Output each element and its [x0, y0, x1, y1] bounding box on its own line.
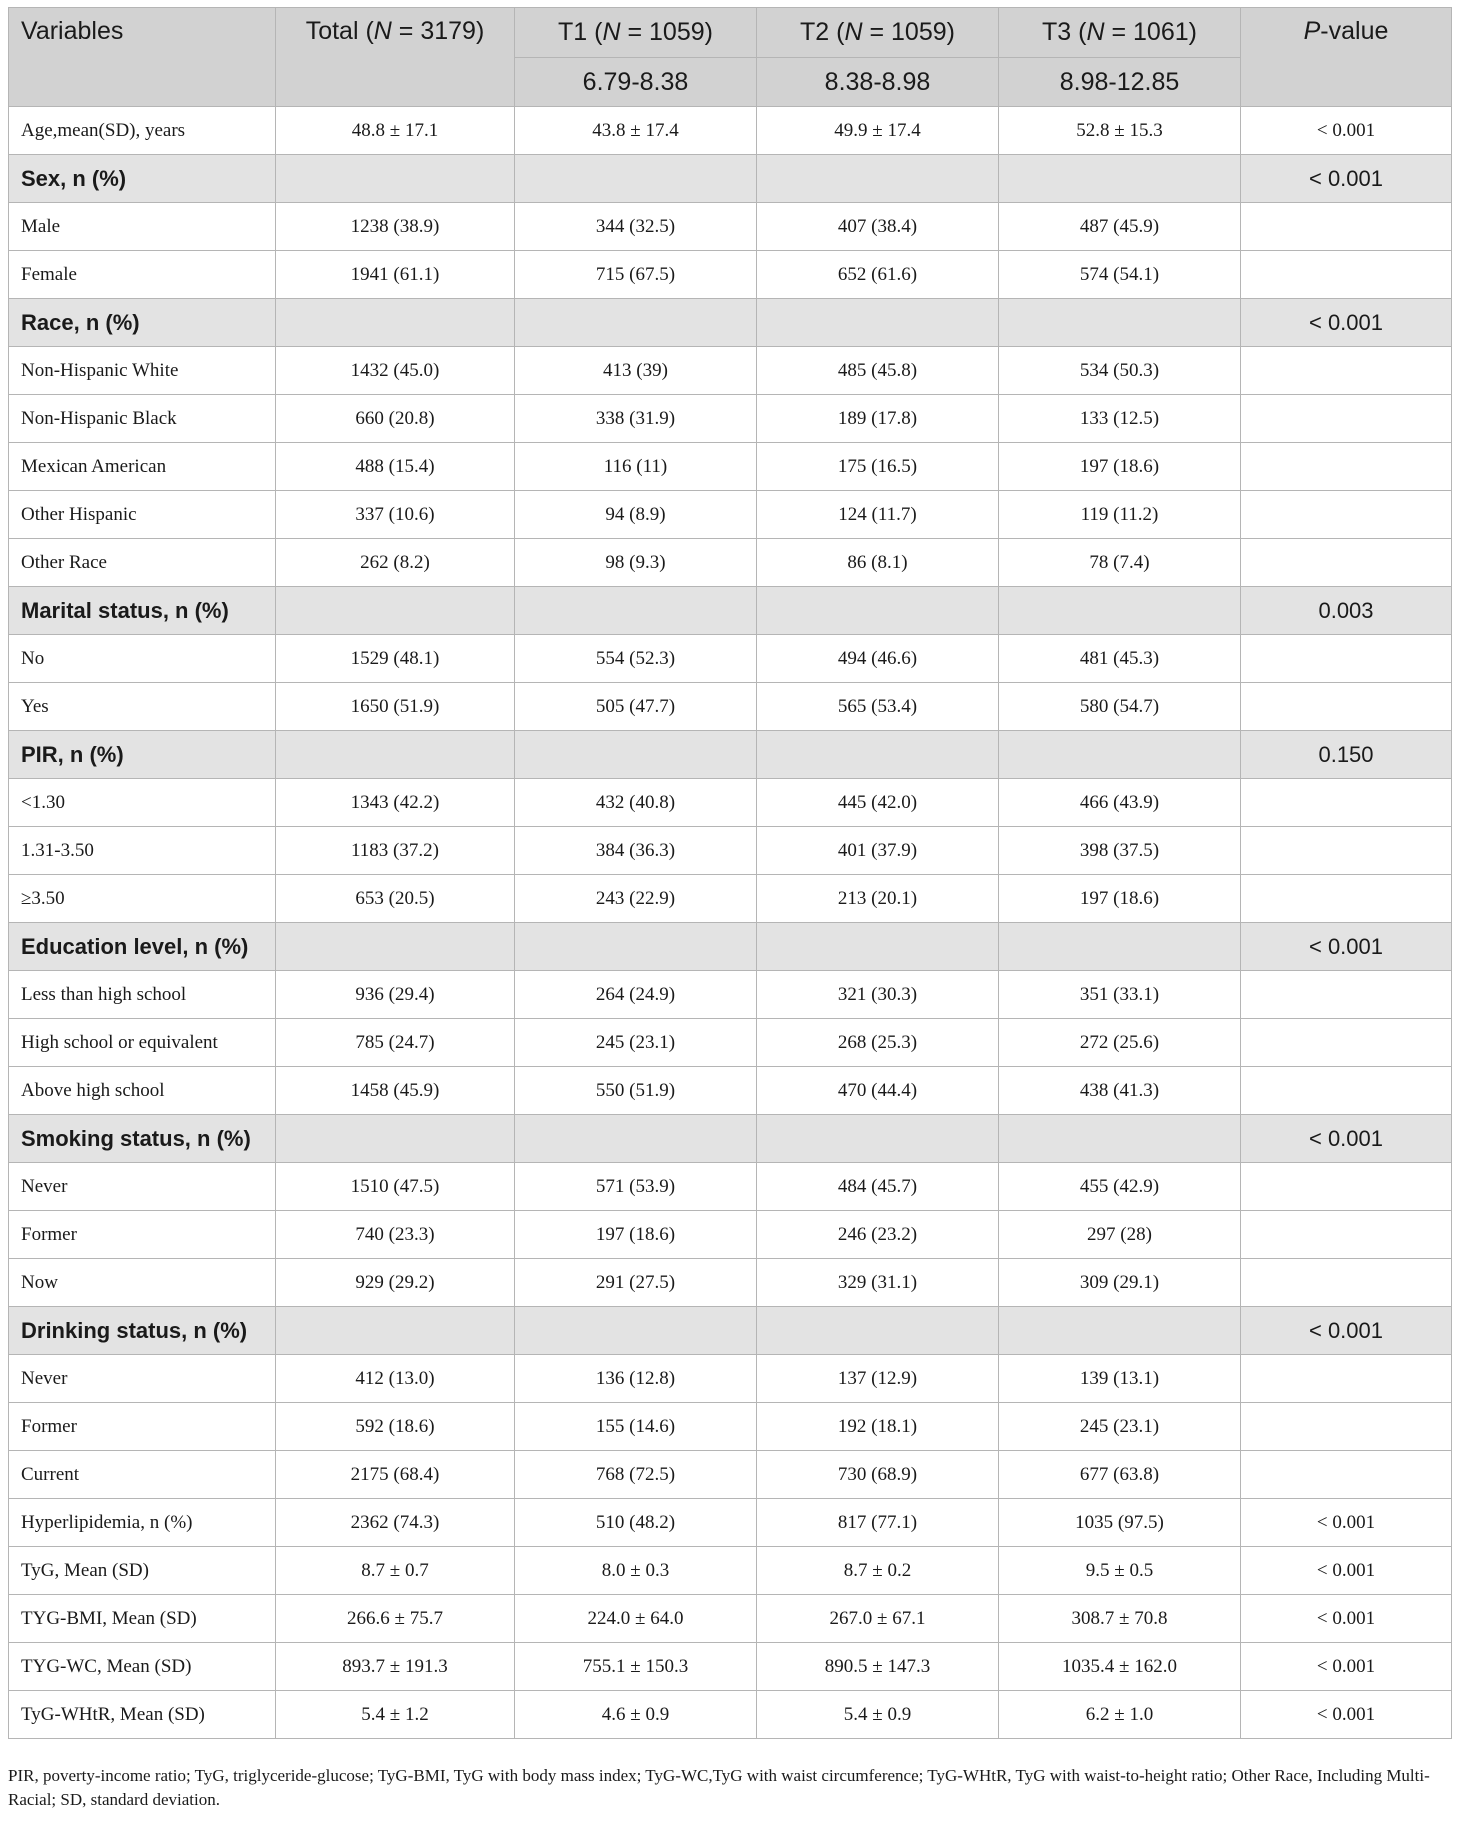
cell-p: 0.150	[1241, 731, 1452, 779]
cell-t1: 245 (23.1)	[515, 1019, 757, 1067]
cell-t3	[999, 1307, 1241, 1355]
cell-t2: 192 (18.1)	[757, 1403, 999, 1451]
table-row	[9, 971, 1452, 1019]
cell-total	[276, 1307, 515, 1355]
header-t1: T1 (N = 1059)	[515, 8, 757, 58]
cell-total: 785 (24.7)	[276, 1019, 515, 1067]
cell-total: 893.7 ± 191.3	[276, 1643, 515, 1691]
table-row	[9, 107, 1452, 155]
table-row	[9, 875, 1452, 923]
cell-t1: 197 (18.6)	[515, 1211, 757, 1259]
cell-t1	[515, 1115, 757, 1163]
row-label: Race, n (%)	[9, 299, 276, 347]
table-row	[9, 635, 1452, 683]
row-label: Education level, n (%)	[9, 923, 276, 971]
row-label: No	[9, 635, 276, 683]
cell-total: 936 (29.4)	[276, 971, 515, 1019]
cell-total	[276, 731, 515, 779]
cell-t3: 272 (25.6)	[999, 1019, 1241, 1067]
cell-total	[276, 923, 515, 971]
cell-t3	[999, 299, 1241, 347]
table-row	[9, 1259, 1452, 1307]
cell-t3: 351 (33.1)	[999, 971, 1241, 1019]
header-t1-range: 6.79-8.38	[515, 58, 757, 107]
table-row	[9, 347, 1452, 395]
row-label: Male	[9, 203, 276, 251]
cell-total: 488 (15.4)	[276, 443, 515, 491]
header-total: Total (N = 3179)	[276, 8, 515, 107]
cell-t2	[757, 155, 999, 203]
cell-t3: 534 (50.3)	[999, 347, 1241, 395]
cell-t3: 78 (7.4)	[999, 539, 1241, 587]
cell-total	[276, 155, 515, 203]
cell-p	[1241, 1355, 1452, 1403]
row-label: Former	[9, 1403, 276, 1451]
cell-t2	[757, 923, 999, 971]
table-row	[9, 1355, 1452, 1403]
cell-t1	[515, 587, 757, 635]
cell-t1: 98 (9.3)	[515, 539, 757, 587]
table-row	[9, 779, 1452, 827]
cell-total: 8.7 ± 0.7	[276, 1547, 515, 1595]
row-label: Marital status, n (%)	[9, 587, 276, 635]
cell-t3: 481 (45.3)	[999, 635, 1241, 683]
cell-total: 1458 (45.9)	[276, 1067, 515, 1115]
cell-total: 1343 (42.2)	[276, 779, 515, 827]
row-label: 1.31-3.50	[9, 827, 276, 875]
cell-t1: 505 (47.7)	[515, 683, 757, 731]
header-pvalue: P-value	[1241, 8, 1452, 107]
row-label: Other Hispanic	[9, 491, 276, 539]
cell-t2: 565 (53.4)	[757, 683, 999, 731]
cell-total: 653 (20.5)	[276, 875, 515, 923]
cell-t2: 189 (17.8)	[757, 395, 999, 443]
cell-t3: 438 (41.3)	[999, 1067, 1241, 1115]
row-label: Non-Hispanic Black	[9, 395, 276, 443]
cell-t1: 413 (39)	[515, 347, 757, 395]
cell-t1: 344 (32.5)	[515, 203, 757, 251]
row-label: Non-Hispanic White	[9, 347, 276, 395]
cell-t1: 554 (52.3)	[515, 635, 757, 683]
cell-t3: 580 (54.7)	[999, 683, 1241, 731]
cell-total: 1238 (38.9)	[276, 203, 515, 251]
row-label: Smoking status, n (%)	[9, 1115, 276, 1163]
cell-t3: 197 (18.6)	[999, 875, 1241, 923]
header-variables: Variables	[9, 8, 276, 107]
table-row	[9, 539, 1452, 587]
row-label: Hyperlipidemia, n (%)	[9, 1499, 276, 1547]
cell-t3: 297 (28)	[999, 1211, 1241, 1259]
cell-t3: 398 (37.5)	[999, 827, 1241, 875]
section-row	[9, 923, 1452, 971]
cell-t1: 116 (11)	[515, 443, 757, 491]
cell-p	[1241, 347, 1452, 395]
cell-p: < 0.001	[1241, 107, 1452, 155]
cell-total: 1650 (51.9)	[276, 683, 515, 731]
cell-t2: 890.5 ± 147.3	[757, 1643, 999, 1691]
cell-total: 592 (18.6)	[276, 1403, 515, 1451]
cell-p	[1241, 1451, 1452, 1499]
table-row	[9, 1163, 1452, 1211]
cell-p: < 0.001	[1241, 1691, 1452, 1739]
row-label: Age,mean(SD), years	[9, 107, 276, 155]
cell-total: 266.6 ± 75.7	[276, 1595, 515, 1643]
cell-p	[1241, 251, 1452, 299]
table-row	[9, 1547, 1452, 1595]
row-label: TyG, Mean (SD)	[9, 1547, 276, 1595]
cell-t2: 268 (25.3)	[757, 1019, 999, 1067]
table-row	[9, 1067, 1452, 1115]
cell-t2: 494 (46.6)	[757, 635, 999, 683]
cell-t2	[757, 1307, 999, 1355]
cell-p	[1241, 635, 1452, 683]
cell-total: 5.4 ± 1.2	[276, 1691, 515, 1739]
cell-t2: 137 (12.9)	[757, 1355, 999, 1403]
table-footnote: PIR, poverty-income ratio; TyG, triglyceride-glucose; TyG-BMI, TyG with body mass index; TyG-WC,TyG with waist circumference; TyG-WHtR, TyG with waist-to-height ratio; Other Race, Including Multi-Racial; SD, standard deviation.	[8, 1766, 1430, 1809]
table-row	[9, 683, 1452, 731]
cell-t2: 124 (11.7)	[757, 491, 999, 539]
cell-t3: 9.5 ± 0.5	[999, 1547, 1241, 1595]
cell-total: 2175 (68.4)	[276, 1451, 515, 1499]
cell-t3: 574 (54.1)	[999, 251, 1241, 299]
cell-t2: 5.4 ± 0.9	[757, 1691, 999, 1739]
cell-p	[1241, 1067, 1452, 1115]
cell-t2: 470 (44.4)	[757, 1067, 999, 1115]
table-row	[9, 1499, 1452, 1547]
cell-total: 1432 (45.0)	[276, 347, 515, 395]
cell-t2: 329 (31.1)	[757, 1259, 999, 1307]
cell-p	[1241, 1211, 1452, 1259]
table-row	[9, 395, 1452, 443]
cell-t2: 246 (23.2)	[757, 1211, 999, 1259]
cell-t3	[999, 923, 1241, 971]
section-row	[9, 1307, 1452, 1355]
cell-p	[1241, 1163, 1452, 1211]
row-label: Less than high school	[9, 971, 276, 1019]
cell-t3: 455 (42.9)	[999, 1163, 1241, 1211]
cell-p: < 0.001	[1241, 923, 1452, 971]
cell-total: 660 (20.8)	[276, 395, 515, 443]
cell-total: 337 (10.6)	[276, 491, 515, 539]
row-label: TyG-WHtR, Mean (SD)	[9, 1691, 276, 1739]
row-label: Mexican American	[9, 443, 276, 491]
cell-t3	[999, 587, 1241, 635]
cell-t3: 1035 (97.5)	[999, 1499, 1241, 1547]
cell-p	[1241, 203, 1452, 251]
cell-t2: 213 (20.1)	[757, 875, 999, 923]
cell-total: 48.8 ± 17.1	[276, 107, 515, 155]
row-label: TYG-BMI, Mean (SD)	[9, 1595, 276, 1643]
cell-p: < 0.001	[1241, 1307, 1452, 1355]
section-row	[9, 587, 1452, 635]
header-t3-range: 8.98-12.85	[999, 58, 1241, 107]
cell-total: 262 (8.2)	[276, 539, 515, 587]
cell-t1: 8.0 ± 0.3	[515, 1547, 757, 1595]
cell-t1	[515, 923, 757, 971]
header-t2: T2 (N = 1059)	[757, 8, 999, 58]
cell-t1: 243 (22.9)	[515, 875, 757, 923]
cell-p	[1241, 875, 1452, 923]
cell-t1: 291 (27.5)	[515, 1259, 757, 1307]
cell-t1: 510 (48.2)	[515, 1499, 757, 1547]
cell-t1: 715 (67.5)	[515, 251, 757, 299]
cell-t1	[515, 731, 757, 779]
cell-total: 929 (29.2)	[276, 1259, 515, 1307]
cell-t1: 338 (31.9)	[515, 395, 757, 443]
table-row	[9, 827, 1452, 875]
cell-t1	[515, 155, 757, 203]
row-label: ≥3.50	[9, 875, 276, 923]
row-label: Now	[9, 1259, 276, 1307]
cell-t2: 817 (77.1)	[757, 1499, 999, 1547]
cell-t2	[757, 731, 999, 779]
cell-p: < 0.001	[1241, 1499, 1452, 1547]
section-row	[9, 1115, 1452, 1163]
row-label: Above high school	[9, 1067, 276, 1115]
cell-p	[1241, 1019, 1452, 1067]
cell-t3: 245 (23.1)	[999, 1403, 1241, 1451]
cell-t2: 484 (45.7)	[757, 1163, 999, 1211]
cell-t3: 466 (43.9)	[999, 779, 1241, 827]
cell-t1: 755.1 ± 150.3	[515, 1643, 757, 1691]
row-label: High school or equivalent	[9, 1019, 276, 1067]
cell-total	[276, 299, 515, 347]
cell-t1: 768 (72.5)	[515, 1451, 757, 1499]
header-t3: T3 (N = 1061)	[999, 8, 1241, 58]
cell-t3: 309 (29.1)	[999, 1259, 1241, 1307]
row-label: Current	[9, 1451, 276, 1499]
table-row	[9, 1211, 1452, 1259]
cell-total	[276, 1115, 515, 1163]
cell-p: < 0.001	[1241, 299, 1452, 347]
cell-t3	[999, 155, 1241, 203]
cell-t1: 571 (53.9)	[515, 1163, 757, 1211]
cell-t3	[999, 1115, 1241, 1163]
cell-t2: 485 (45.8)	[757, 347, 999, 395]
cell-t3: 487 (45.9)	[999, 203, 1241, 251]
cell-t2: 407 (38.4)	[757, 203, 999, 251]
cell-p	[1241, 1403, 1452, 1451]
cell-t1: 264 (24.9)	[515, 971, 757, 1019]
cell-p: < 0.001	[1241, 1595, 1452, 1643]
cell-t1: 43.8 ± 17.4	[515, 107, 757, 155]
cell-t1	[515, 1307, 757, 1355]
cell-t1: 432 (40.8)	[515, 779, 757, 827]
header-t2-range: 8.38-8.98	[757, 58, 999, 107]
cell-p	[1241, 443, 1452, 491]
row-label: <1.30	[9, 779, 276, 827]
cell-total: 740 (23.3)	[276, 1211, 515, 1259]
row-label: Female	[9, 251, 276, 299]
table-row	[9, 1691, 1452, 1739]
cell-t2: 267.0 ± 67.1	[757, 1595, 999, 1643]
cell-t3: 139 (13.1)	[999, 1355, 1241, 1403]
cell-total: 1183 (37.2)	[276, 827, 515, 875]
table-row	[9, 491, 1452, 539]
cell-p: < 0.001	[1241, 1643, 1452, 1691]
row-label: Other Race	[9, 539, 276, 587]
cell-total: 1941 (61.1)	[276, 251, 515, 299]
cell-t2: 49.9 ± 17.4	[757, 107, 999, 155]
table-row	[9, 1451, 1452, 1499]
cell-t2	[757, 299, 999, 347]
row-label: Never	[9, 1163, 276, 1211]
section-row	[9, 155, 1452, 203]
cell-t3: 52.8 ± 15.3	[999, 107, 1241, 155]
cell-p: < 0.001	[1241, 1547, 1452, 1595]
table-row	[9, 1019, 1452, 1067]
row-label: Never	[9, 1355, 276, 1403]
baseline-characteristics-table	[8, 7, 1452, 1739]
table-row	[9, 1595, 1452, 1643]
cell-total	[276, 587, 515, 635]
row-label: Sex, n (%)	[9, 155, 276, 203]
cell-p	[1241, 683, 1452, 731]
cell-t1: 4.6 ± 0.9	[515, 1691, 757, 1739]
row-label: Drinking status, n (%)	[9, 1307, 276, 1355]
cell-p	[1241, 827, 1452, 875]
cell-p	[1241, 539, 1452, 587]
cell-p: < 0.001	[1241, 155, 1452, 203]
cell-p	[1241, 491, 1452, 539]
cell-t3: 677 (63.8)	[999, 1451, 1241, 1499]
cell-t1: 224.0 ± 64.0	[515, 1595, 757, 1643]
cell-t1: 155 (14.6)	[515, 1403, 757, 1451]
cell-t2: 445 (42.0)	[757, 779, 999, 827]
table-row	[9, 1643, 1452, 1691]
row-label: Yes	[9, 683, 276, 731]
cell-t2: 175 (16.5)	[757, 443, 999, 491]
cell-total: 1510 (47.5)	[276, 1163, 515, 1211]
cell-t1	[515, 299, 757, 347]
cell-t2: 401 (37.9)	[757, 827, 999, 875]
section-row	[9, 299, 1452, 347]
cell-t2: 652 (61.6)	[757, 251, 999, 299]
cell-t3: 197 (18.6)	[999, 443, 1241, 491]
cell-t1: 94 (8.9)	[515, 491, 757, 539]
cell-t3: 119 (11.2)	[999, 491, 1241, 539]
cell-t3: 1035.4 ± 162.0	[999, 1643, 1241, 1691]
cell-p: 0.003	[1241, 587, 1452, 635]
cell-t2: 730 (68.9)	[757, 1451, 999, 1499]
cell-t3: 308.7 ± 70.8	[999, 1595, 1241, 1643]
cell-p	[1241, 779, 1452, 827]
cell-p: < 0.001	[1241, 1115, 1452, 1163]
cell-t1: 550 (51.9)	[515, 1067, 757, 1115]
cell-t2	[757, 587, 999, 635]
cell-p	[1241, 395, 1452, 443]
cell-total: 412 (13.0)	[276, 1355, 515, 1403]
table-row	[9, 251, 1452, 299]
cell-t2: 86 (8.1)	[757, 539, 999, 587]
cell-t2	[757, 1115, 999, 1163]
cell-total: 1529 (48.1)	[276, 635, 515, 683]
table-row	[9, 203, 1452, 251]
cell-t3	[999, 731, 1241, 779]
cell-t2: 8.7 ± 0.2	[757, 1547, 999, 1595]
cell-p	[1241, 1259, 1452, 1307]
cell-total: 2362 (74.3)	[276, 1499, 515, 1547]
cell-t1: 384 (36.3)	[515, 827, 757, 875]
row-label: Former	[9, 1211, 276, 1259]
cell-t2: 321 (30.3)	[757, 971, 999, 1019]
table-row	[9, 1403, 1452, 1451]
header-row	[9, 8, 1452, 58]
row-label: TYG-WC, Mean (SD)	[9, 1643, 276, 1691]
row-label: PIR, n (%)	[9, 731, 276, 779]
cell-t3: 6.2 ± 1.0	[999, 1691, 1241, 1739]
section-row	[9, 731, 1452, 779]
cell-t3: 133 (12.5)	[999, 395, 1241, 443]
cell-p	[1241, 971, 1452, 1019]
cell-t1: 136 (12.8)	[515, 1355, 757, 1403]
table-row	[9, 443, 1452, 491]
